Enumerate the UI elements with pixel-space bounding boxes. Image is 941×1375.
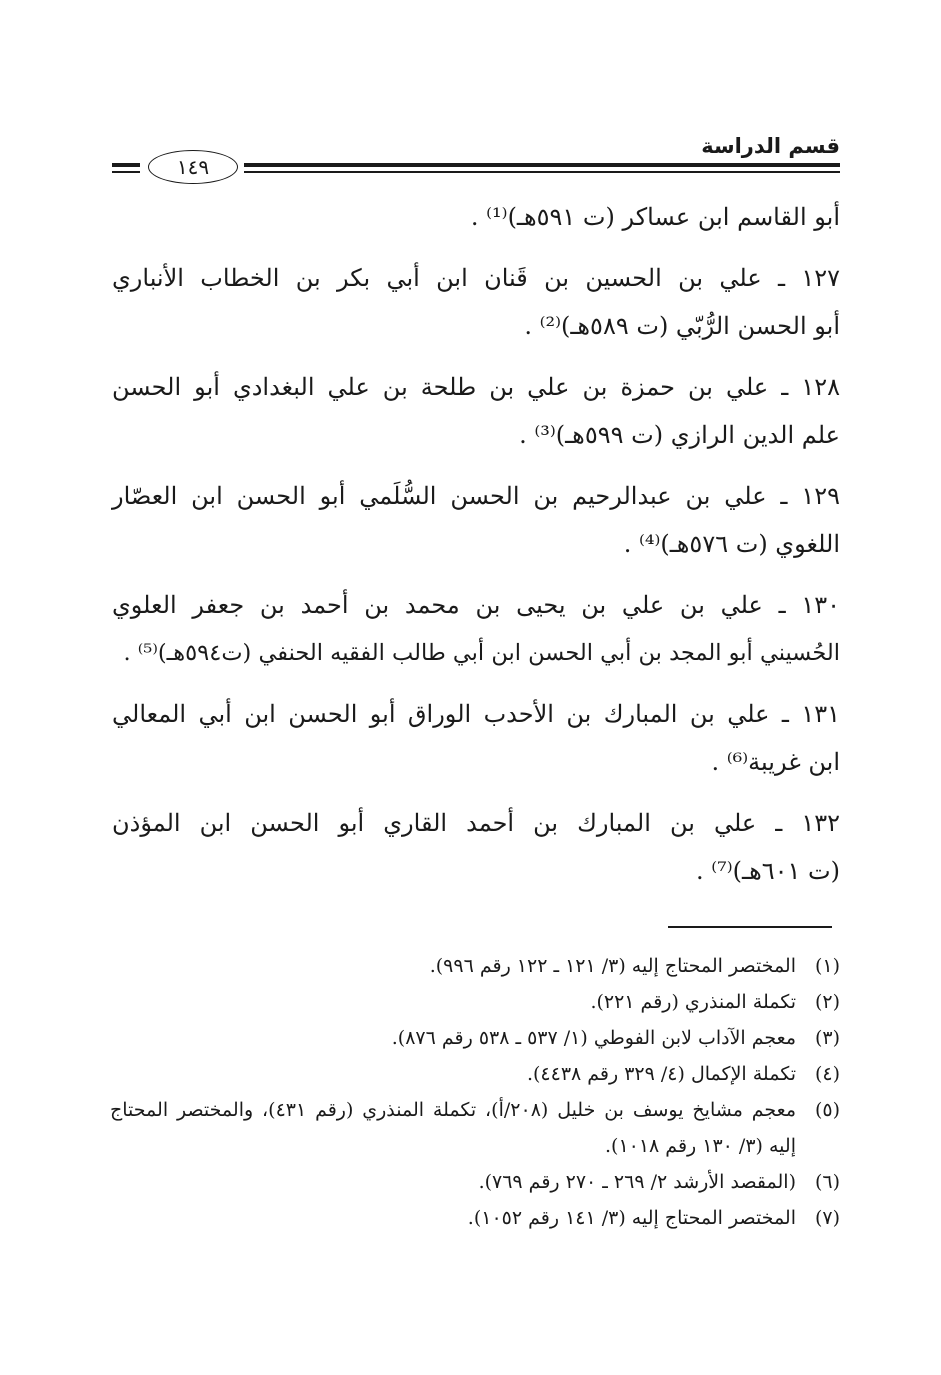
footnote-number: (٣) bbox=[814, 1027, 840, 1049]
page-header bbox=[112, 130, 840, 186]
section-title: قسم الدراسة bbox=[701, 134, 840, 158]
page-number-badge bbox=[148, 150, 238, 184]
entry-line: ١٢٧ ـ علي بن الحسين بن قَنان ابن أبي بكر بن الخطاب الأنباري bbox=[112, 264, 840, 292]
entry-line: (ت ٦٠١هـ)⁽⁷⁾ . bbox=[696, 857, 840, 885]
page-number: ١٤٩ bbox=[176, 155, 210, 179]
footnote-separator bbox=[668, 926, 832, 928]
header-rule-left-thick bbox=[112, 163, 140, 167]
footnote-item bbox=[110, 984, 840, 1020]
entry-line: اللغوي (ت ٥٧٦هـ)⁽⁴⁾ . bbox=[623, 530, 840, 558]
footnote-item bbox=[110, 1164, 840, 1200]
entry-line: ١٣١ ـ علي بن المبارك بن الأحدب الوراق أبو الحسن ابن أبي المعالي bbox=[112, 700, 840, 728]
footnote-text: معجم مشايخ يوسف بن خليل (٢٠٨/أ)، تكملة المنذري (رقم ٤٣١)، والمختصر المحتاج إليه (٣/ ١٣٠ رقم ١٠١٨). bbox=[110, 1099, 796, 1157]
footnote-item bbox=[110, 1056, 840, 1092]
footnotes bbox=[110, 948, 840, 1236]
header-rule-thin bbox=[244, 171, 840, 173]
footnote-text: تكملة الإكمال (٤/ ٣٢٩ رقم ٤٤٣٨). bbox=[526, 1063, 796, 1085]
header-rule-thick bbox=[244, 163, 840, 167]
header-rule-left-thin bbox=[112, 171, 140, 173]
entry-line: علم الدين الرازي (ت ٥٩٩هـ)⁽³⁾ . bbox=[519, 421, 840, 449]
footnote-text: المختصر المحتاج إليه (٣/ ١٤١ رقم ١٠٥٢). bbox=[467, 1207, 796, 1229]
entry-line: الحُسيني أبو المجد بن أبي الحسن ابن أبي طالب الفقيه الحنفي (ت٥٩٤هـ)⁽⁵⁾ . bbox=[123, 640, 840, 666]
footnote-number: (٥) bbox=[814, 1099, 840, 1121]
footnote-number: (٢) bbox=[814, 991, 840, 1013]
footnote-item bbox=[110, 948, 840, 984]
footnote-text: المختصر المحتاج إليه (٣/ ١٢١ ـ ١٢٢ رقم ٩٩٦). bbox=[429, 955, 796, 977]
footnote-text: (المقصد الأرشد ٢/ ٢٦٩ ـ ٢٧٠ رقم ٧٦٩). bbox=[478, 1171, 796, 1193]
entry-line: ابن غريبة⁽⁶⁾ . bbox=[711, 748, 840, 776]
entry-line: ١٢٩ ـ علي بن عبدالرحيم بن الحسن السُّلَمي أبو الحسن ابن العصّار bbox=[112, 482, 840, 510]
footnote-item bbox=[110, 1092, 840, 1164]
entry-line: ١٣٢ ـ علي بن المبارك بن أحمد القاري أبو الحسن ابن المؤذن bbox=[112, 809, 841, 837]
main-text bbox=[112, 193, 840, 895]
footnote-text: معجم الآداب لابن الفوطي (١/ ٥٣٧ ـ ٥٣٨ رقم ٨٧٦). bbox=[391, 1027, 796, 1049]
entry-line: ١٢٨ ـ علي بن حمزة بن علي بن طلحة بن علي البغدادي أبو الحسن bbox=[112, 373, 840, 401]
footnote-item bbox=[110, 1200, 840, 1236]
entry-line: ١٣٠ ـ علي بن علي بن يحيى بن محمد بن أحمد بن جعفر العلوي bbox=[112, 591, 840, 619]
footnote-number: (١) bbox=[814, 955, 840, 977]
footnote-number: (٦) bbox=[814, 1171, 840, 1193]
entry-line: أبو القاسم ابن عساكر (ت ٥٩١هـ)⁽¹⁾ . bbox=[470, 203, 840, 231]
footnote-number: (٤) bbox=[814, 1063, 840, 1085]
footnote-number: (٧) bbox=[814, 1207, 840, 1229]
footnote-item bbox=[110, 1020, 840, 1056]
entry-line: أبو الحسن الرُّبّي (ت ٥٨٩هـ)⁽²⁾ . bbox=[524, 312, 840, 340]
footnote-text: تكملة المنذري (رقم ٢٢١). bbox=[590, 991, 796, 1013]
